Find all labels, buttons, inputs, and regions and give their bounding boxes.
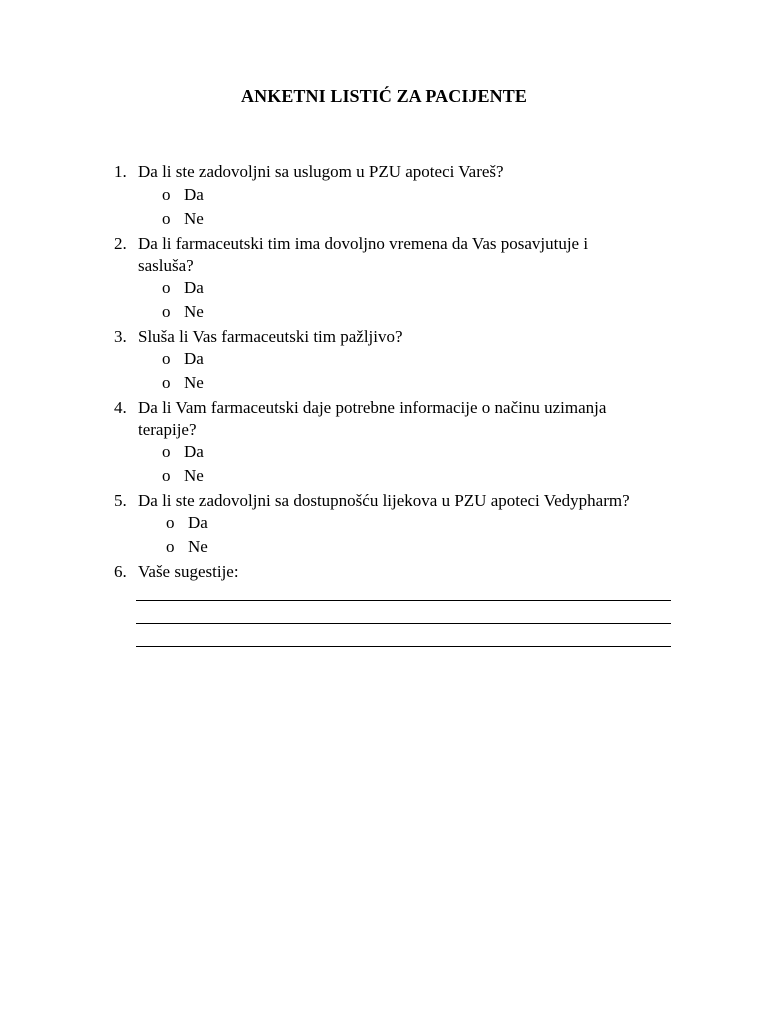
option-bullet: o bbox=[162, 209, 171, 228]
answer-line[interactable] bbox=[136, 646, 671, 647]
option-bullet: o bbox=[166, 513, 175, 532]
question-text: Da li ste zadovoljni sa uslugom u PZU apoteci Vareš? bbox=[138, 162, 504, 181]
question-number: 6. bbox=[114, 562, 127, 581]
option-bullet: o bbox=[162, 373, 171, 392]
option-label: Da bbox=[188, 513, 208, 532]
option-label: Ne bbox=[184, 209, 204, 228]
question-text: Sluša li Vas farmaceutski tim pažljivo? bbox=[138, 327, 403, 346]
option-label: Ne bbox=[184, 302, 204, 321]
question-text: Da li Vam farmaceutski daje potrebne informacije o načinu uzimanja bbox=[138, 398, 607, 417]
option-label: Da bbox=[184, 442, 204, 461]
option-label: Ne bbox=[184, 373, 204, 392]
option-label: Ne bbox=[184, 466, 204, 485]
option-bullet: o bbox=[162, 278, 171, 297]
question-number: 2. bbox=[114, 234, 127, 253]
question-text: Da li farmaceutski tim ima dovoljno vremena da Vas posavjutuje i bbox=[138, 234, 589, 253]
question-text: terapije? bbox=[138, 420, 197, 439]
question-number: 5. bbox=[114, 491, 127, 510]
question-number: 3. bbox=[114, 327, 127, 346]
question-text: Da li ste zadovoljni sa dostupnošću lijekova u PZU apoteci Vedypharm? bbox=[138, 491, 630, 510]
option-bullet: o bbox=[162, 466, 171, 485]
answer-line[interactable] bbox=[136, 600, 671, 601]
option-label: Da bbox=[184, 185, 204, 204]
question-number: 4. bbox=[114, 398, 127, 417]
question-number: 1. bbox=[114, 162, 127, 181]
answer-line[interactable] bbox=[136, 623, 671, 624]
option-label: Da bbox=[184, 349, 204, 368]
page-title: ANKETNI LISTIĆ ZA PACIJENTE bbox=[241, 86, 527, 106]
question-text: Vaše sugestije: bbox=[138, 562, 239, 581]
question-text: sasluša? bbox=[138, 256, 194, 275]
option-bullet: o bbox=[162, 302, 171, 321]
option-bullet: o bbox=[162, 185, 171, 204]
option-label: Da bbox=[184, 278, 204, 297]
option-bullet: o bbox=[162, 349, 171, 368]
option-bullet: o bbox=[162, 442, 171, 461]
option-label: Ne bbox=[188, 537, 208, 556]
option-bullet: o bbox=[166, 537, 175, 556]
